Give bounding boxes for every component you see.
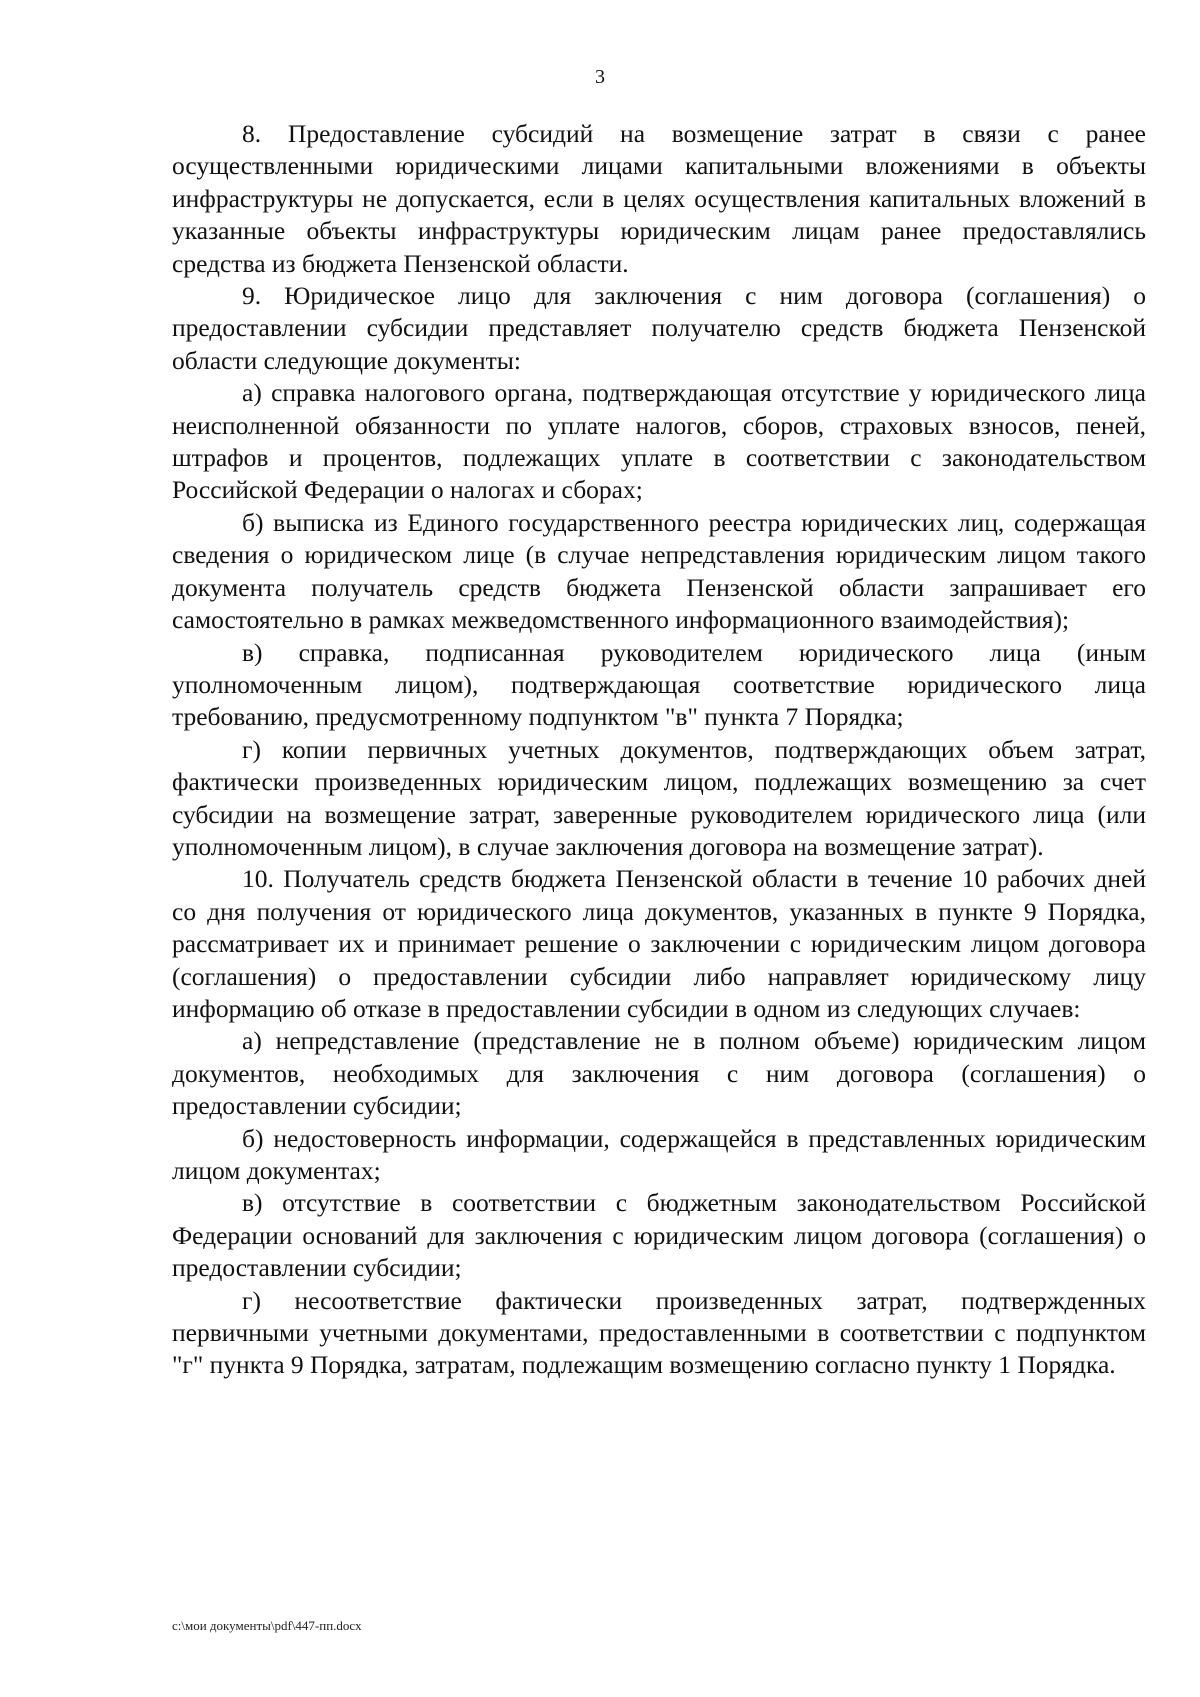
footer-file-path: c:\мои документы\pdf\447-пп.docx [172, 1618, 362, 1633]
paragraph-10: 10. Получатель средств бюджета Пензенской области в течение 10 рабочих дней со дня получения от юридического лица документов, указанных в пункте 9 Порядка, рассматривает их и принимает решение о заключении с юридическим лицом договора (соглашения) о предоставлении субсидии либо направляет юридическому лицу информацию об отказе в предоставлении субсидии в одном из следующих случаев: [172, 864, 1146, 1023]
paragraph-9-a: а) справка налогового органа, подтверждающая отсутствие у юридического лица неисполненной обязанности по уплате налогов, сборов, страховых взносов, пеней, штрафов и процентов, подлежащих уплате в соответствии с законодательством Российской Федерации о налогах и сборах; [172, 378, 1146, 505]
paragraph-9-v: в) справка, подписанная руководителем юридического лица (иным уполномоченным лицом), подтверждающая соответствие юридического лица требованию, предусмотренному подпунктом "в" пункта 7 Порядка; [172, 637, 1146, 732]
paragraph-10-b: б) недостоверность информации, содержащейся в представленных юридическим лицом документах; [172, 1123, 1146, 1185]
paragraph-8: 8. Предоставление субсидий на возмещение затрат в связи с ранее осуществленными юридическими лицами капитальными вложениями в объекты инфраструктуры не допускается, если в целях осуществления капитальных вложений в указанные объекты инфраструктуры юридическим лицам ранее предоставлялись средства из бюджета Пензенской области. [172, 119, 1146, 278]
paragraph-10-v: в) отсутствие в соответствии с бюджетным законодательством Российской Федерации оснований для заключения с юридическим лицом договора (соглашения) о предоставлении субсидии; [172, 1188, 1146, 1283]
page-number: 3 [595, 66, 605, 88]
paragraph-9-g: г) копии первичных учетных документов, подтверждающих объем затрат, фактически произведенных юридическим лицом, подлежащих возмещению за счет субсидии на возмещение затрат, заверенные руководителем юридического лица (или уполномоченным лицом), в случае заключения договора на возмещение затрат). [172, 734, 1146, 861]
paragraph-10-a: а) непредставление (представление не в полном объеме) юридическим лицом документов, необходимых для заключения с ним договора (соглашения) о предоставлении субсидии; [172, 1026, 1146, 1121]
paragraph-9: 9. Юридическое лицо для заключения с ним договора (соглашения) о предоставлении субсидии представляет получателю средств бюджета Пензенской области следующие документы: [172, 281, 1146, 375]
paragraph-9-b: б) выписка из Единого государственного реестра юридических лиц, содержащая сведения о юридическом лице (в случае непредставления юридическим лицом такого документа получатель средств бюджета Пензенской области запрашивает его самостоятельно в рамках межведомственного информационного взаимодействия); [172, 507, 1146, 635]
paragraph-10-g: г) несоответствие фактически произведенных затрат, подтвержденных первичными учетными документами, предоставленными в соответствии с подпунктом "г" пункта 9 Порядка, затратам, подлежащим возмещению согласно пункту 1 Порядка. [172, 1285, 1146, 1380]
document-body [172, 118, 1146, 1382]
